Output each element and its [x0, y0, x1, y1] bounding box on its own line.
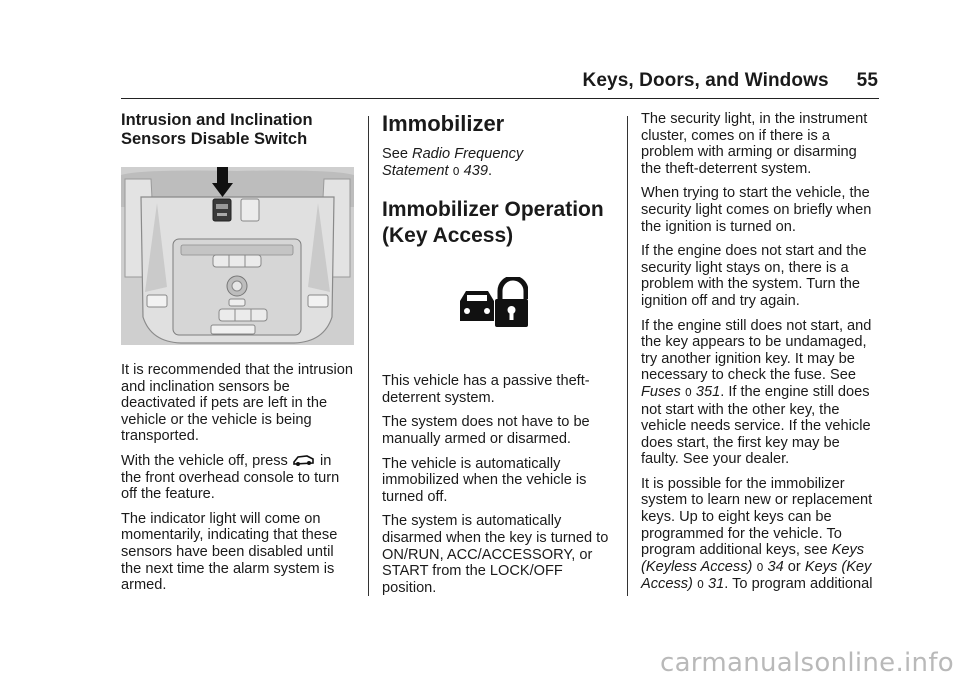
- page-ref[interactable]: 31: [708, 576, 725, 593]
- security-light-icon: [458, 277, 528, 329]
- reference-link[interactable]: Statement: [382, 162, 449, 179]
- header-rule: [121, 98, 879, 99]
- paragraph: The system does not have to be manually armed or disarmed.: [382, 414, 590, 447]
- column-divider: [627, 116, 628, 596]
- paragraph: The indicator light will come on momentarily, indicating that these sensors have been disabled until the next time the alarm system is armed.: [121, 510, 338, 594]
- paragraph: If the engine does not start and the security light stays on, there is a problem with the system. Turn the ignition off and try again.: [641, 243, 867, 309]
- watermark: carmanualsonline.info: [659, 648, 954, 678]
- reference-link[interactable]: Keys (Keyless Access): [641, 542, 865, 575]
- paragraph-text: If the engine still does not start, and the key appears to be undamaged, try another ignition key. It may be necessary to check the fuse. See: [641, 317, 872, 384]
- paragraph-text: the front overhead console to turn off the feature.: [121, 469, 340, 503]
- left-column: [121, 111, 356, 602]
- section-title: Immobilizer: [382, 111, 505, 136]
- section-heading: [382, 197, 614, 249]
- page-ref-symbol: 0: [684, 385, 692, 399]
- paragraph: [641, 318, 881, 468]
- paragraph: It is recommended that the intrusion and inclination sensors be deactivated if pets are left in the vehicle or the vehicle is being transported.: [121, 362, 353, 445]
- page-ref[interactable]: 439: [463, 162, 489, 179]
- page-ref-symbol: 0: [696, 578, 704, 592]
- see-reference: See Radio Frequency Statement 0 439.: [382, 146, 524, 179]
- paragraph: The system is automatically disarmed when the key is turned to ON/RUN, ACC/ACCESSORY, or START from the LOCK/OFF position.: [382, 513, 609, 596]
- paragraph-text: . To program additional: [724, 576, 873, 593]
- header-title: Keys, Doors, and Windows: [582, 70, 829, 91]
- reference-link[interactable]: Radio Frequency: [412, 146, 524, 162]
- paragraph-text: . If the engine still does not start with the other key, the vehicle needs service. If the vehicle does start, the first key may be faulty. See your dealer.: [641, 383, 871, 468]
- paragraph-text: With the vehicle off, press: [121, 452, 288, 469]
- heading-line: Intrusion and Inclination: [121, 111, 313, 129]
- section-heading: [121, 111, 356, 149]
- page-ref[interactable]: 34: [767, 558, 784, 575]
- column-divider: [368, 116, 369, 596]
- reference-link[interactable]: Access): [641, 576, 693, 593]
- middle-column: [382, 111, 614, 604]
- paragraph: [121, 453, 356, 503]
- heading-line: Sensors Disable Switch: [121, 130, 308, 148]
- paragraph-text: or: [787, 558, 801, 575]
- reference-link[interactable]: Fuses: [641, 383, 681, 400]
- paragraph: [641, 476, 881, 594]
- heading-line: (Key Access): [382, 224, 514, 248]
- page-ref-symbol: 0: [756, 560, 764, 574]
- page-header: [0, 70, 878, 92]
- paragraph: The security light, in the instrument cluster, comes on if there is a problem with arming or disarming the theft-deterrent system.: [641, 111, 868, 177]
- paragraph-text: in: [319, 452, 332, 469]
- paragraph: When trying to start the vehicle, the security light comes on briefly when the ignition is turned on.: [641, 185, 872, 235]
- paragraph-text: It is possible for the immobilizer system to learn new or replacement keys. Up to eight keys can be programmed for the vehicle. To program additional keys, see: [641, 475, 873, 559]
- overhead-console-image: [121, 167, 354, 345]
- right-column: [641, 111, 881, 602]
- see-label: See: [382, 146, 408, 162]
- reference-link[interactable]: Keys (Key: [804, 558, 872, 575]
- page-ref[interactable]: 351: [695, 383, 721, 400]
- page-ref-symbol: 0: [452, 164, 460, 178]
- car-tilt-icon: [292, 453, 316, 467]
- paragraph: The vehicle is automatically immobilized when the vehicle is turned off.: [382, 455, 587, 505]
- paragraph: This vehicle has a passive theft-deterrent system.: [382, 373, 590, 406]
- heading-line: Immobilizer Operation: [382, 198, 604, 222]
- page-number: 55: [856, 70, 878, 91]
